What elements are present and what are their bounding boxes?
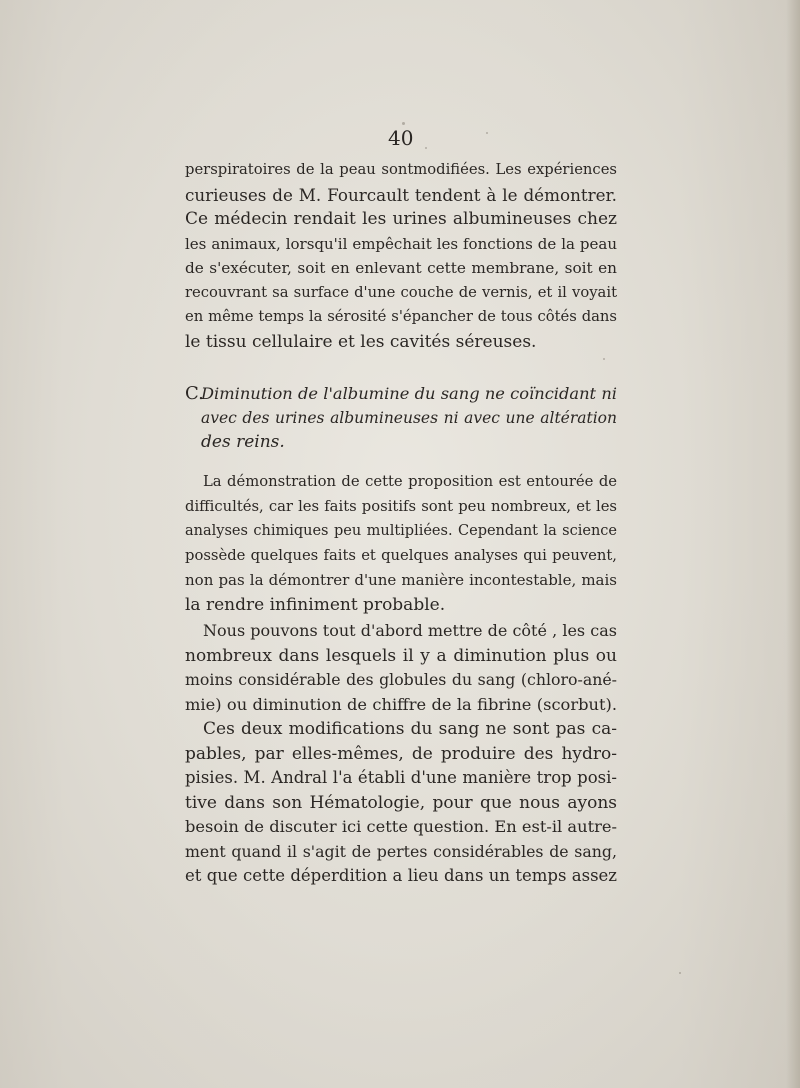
text-line: ment quand il s'agit de pertes considérables de sang, <box>185 841 617 861</box>
text-line: analyses chimiques peu multipliées. Cependant la science <box>185 523 617 539</box>
text-line: moins considérable des globules du sang (chloro-ané- <box>185 670 617 689</box>
section-heading-label: C. <box>185 383 204 404</box>
text-line: perspiratoires de la peau sontmodifiées. Les expériences <box>185 161 617 178</box>
scan-speck <box>402 122 405 125</box>
text-line: en même temps la sérosité s'épancher de tous côtés dans <box>185 308 617 325</box>
section-heading-line: avec des urines albumineuses ni avec une altération <box>201 409 617 427</box>
text-line: Ce médecin rendait les urines albumineuses chez <box>185 209 617 229</box>
text-line: pables, par elles-mêmes, de produire des hydro- <box>185 743 617 764</box>
scan-speck <box>603 358 605 360</box>
text-line: et que cette déperdition a lieu dans un temps assez <box>185 866 617 885</box>
text-line: Nous pouvons tout d'abord mettre de côté , les cas <box>203 621 617 640</box>
page-edge-shadow <box>786 0 800 1088</box>
text-line: de s'exécuter, soit en enlevant cette membrane, soit en <box>185 259 617 277</box>
text-line: pisies. M. Andral l'a établi d'une manière trop posi- <box>185 768 617 787</box>
scan-speck <box>679 972 681 974</box>
text-line: les animaux, lorsqu'il empêchait les fonctions de la peau <box>185 234 617 253</box>
text-line: difficultés, car les faits positifs sont peu nombreux, et les <box>185 497 617 515</box>
text-line: tive dans son Hématologie, pour que nous ayons <box>185 792 617 813</box>
section-heading-line: des reins. <box>201 432 285 452</box>
text-line: La démonstration de cette proposition est entourée de <box>203 473 617 490</box>
text-line: mie) ou diminution de chiffre de la fibrine (scorbut). <box>185 694 617 714</box>
text-line: le tissu cellulaire et les cavités séreuses. <box>185 331 537 352</box>
text-line: nombreux dans lesquels il y a diminution plus ou <box>185 645 617 666</box>
scan-speck <box>425 147 427 149</box>
text-line: recouvrant sa surface d'une couche de vernis, et il voyait <box>185 283 617 301</box>
text-line: Ces deux modifications du sang ne sont pas ca- <box>203 719 617 739</box>
text-line: non pas la démontrer d'une manière incontestable, mais <box>185 571 617 589</box>
section-heading-line: Diminution de l'albumine du sang ne coïncidant ni <box>201 384 617 403</box>
text-line: besoin de discuter ici cette question. En est-il autre- <box>185 817 617 836</box>
text-line: la rendre infiniment probable. <box>185 594 446 615</box>
text-line: curieuses de M. Fourcault tendent à le démontrer. <box>185 184 617 205</box>
scan-speck <box>486 132 488 134</box>
page-number: 40 <box>388 126 414 150</box>
text-line: possède quelques faits et quelques analyses qui peuvent, <box>185 546 617 564</box>
